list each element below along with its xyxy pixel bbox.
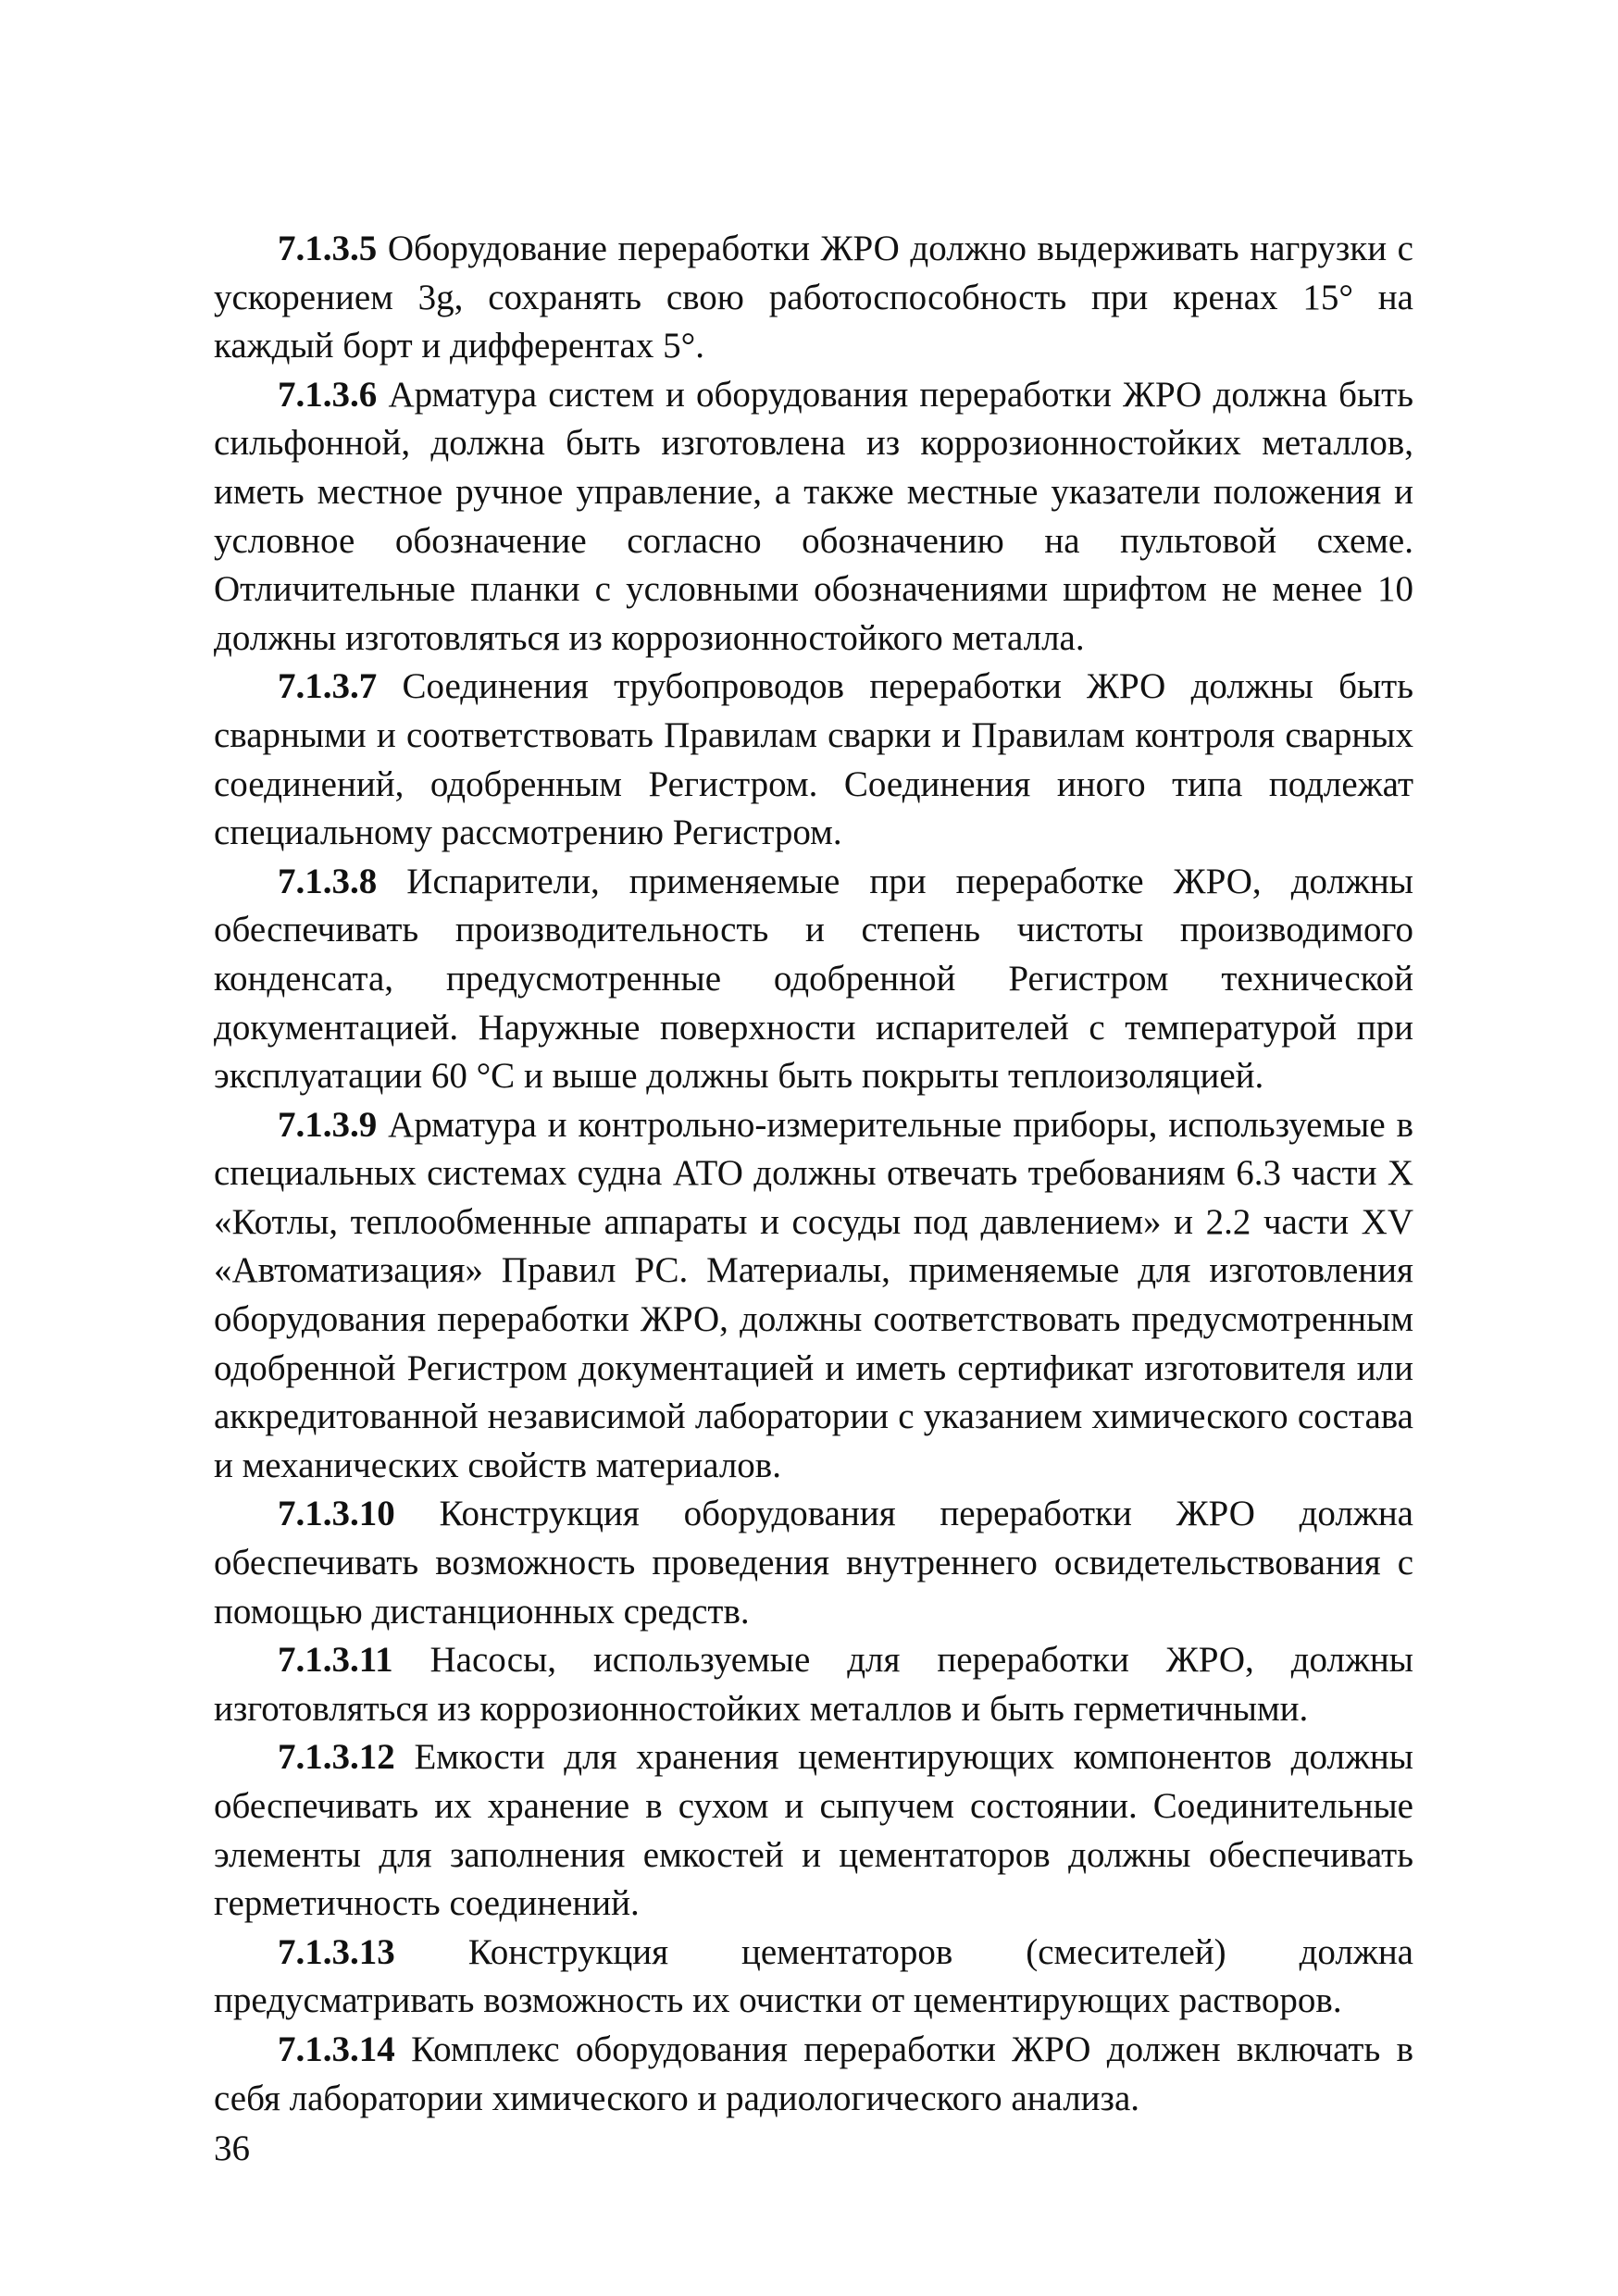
clause-number: 7.1.3.8 — [278, 861, 378, 901]
paragraph-7-1-3-7 — [214, 663, 1413, 857]
clause-text: Комплекс оборудования переработки ЖРО должен включать в себя лаборатории химического и радиологического анализа. — [214, 2029, 1413, 2118]
clause-number: 7.1.3.7 — [278, 666, 378, 707]
paragraph-7-1-3-8 — [214, 858, 1413, 1101]
clause-text: Конструкция оборудования переработки ЖРО должна обеспечивать возможность проведения внутреннего освидетельствования с помощью дистанционных средств. — [214, 1494, 1413, 1632]
clause-number: 7.1.3.13 — [278, 1931, 395, 1972]
clause-number: 7.1.3.11 — [278, 1640, 393, 1681]
paragraph-7-1-3-12 — [214, 1733, 1413, 1928]
paragraph-7-1-3-9 — [214, 1101, 1413, 1491]
paragraph-7-1-3-6 — [214, 371, 1413, 664]
paragraph-7-1-3-10 — [214, 1490, 1413, 1636]
clause-number: 7.1.3.6 — [278, 374, 378, 415]
clause-number: 7.1.3.9 — [278, 1104, 378, 1145]
paragraph-7-1-3-14 — [214, 2026, 1413, 2123]
clause-number: 7.1.3.14 — [278, 2029, 395, 2069]
clause-text: Соединения трубопроводов переработки ЖРО должны быть сварными и соответствовать Правилам сварки и Правилам контроля сварных соединений, одобренным Регистром. Соединения иного типа подлежат специальному рассмотрению Регистром. — [214, 666, 1413, 853]
paragraph-7-1-3-11 — [214, 1636, 1413, 1733]
clause-text: Арматура систем и оборудования переработки ЖРО должна быть сильфонной, должна быть изготовлена из коррозионностойких металлов, иметь местное ручное управление, а также местные указатели положения и условное обозначение согласно обозначению на пультовой схеме. Отличительные планки с условными обозначениями шрифтом не менее 10 должны изготовляться из коррозионностойкого металла. — [214, 374, 1413, 658]
clause-text: Емкости для хранения цементирующих компонентов должны обеспечивать их хранение в сухом и сыпучем состоянии. Соединительные элементы для заполнения емкостей и цементаторов должны обеспечивать герметичность соединений. — [214, 1737, 1413, 1924]
body-text-block — [214, 225, 1413, 2123]
clause-text: Арматура и контрольно-измерительные приборы, используемые в специальных системах судна АТО должны отвечать требованиям 6.3 части X «Котлы, теплообменные аппараты и сосуды под давлением» и 2.2 части XV «Автоматизация» Правил РС. Материалы, применяемые для изготовления оборудования переработки ЖРО, должны соответствовать предусмотренным одобренной Регистром документацией и иметь сертификат изготовителя или аккредитованной независимой лаборатории с указанием химического состава и механических свойств материалов. — [214, 1104, 1413, 1485]
clause-text: Испарители, применяемые при переработке ЖРО, должны обеспечивать производительность и степень чистоты производимого конденсата, предусмотренные одобренной Регистром технической документацией. Наружные поверхности испарителей с температурой при эксплуатации 60 °С и выше должны быть покрыты теплоизоляцией. — [214, 861, 1414, 1097]
page-number: 36 — [214, 2128, 250, 2168]
clause-text: Конструкция цементаторов (смесителей) должна предусматривать возможность их очистки от цементирующих растворов. — [214, 1931, 1413, 2021]
clause-number: 7.1.3.5 — [278, 229, 378, 268]
clause-number: 7.1.3.12 — [278, 1737, 395, 1778]
clause-text: Оборудование переработки ЖРО должно выдерживать нагрузки с ускорением 3g, сохранять свою работоспособность при кренах 15° на каждый борт и дифферентах 5°. — [214, 229, 1413, 366]
paragraph-7-1-3-5 — [214, 225, 1413, 371]
clause-number: 7.1.3.10 — [278, 1494, 395, 1534]
clause-text: Насосы, используемые для переработки ЖРО, должны изготовляться из коррозионностойких металлов и быть герметичными. — [214, 1640, 1413, 1729]
paragraph-7-1-3-13 — [214, 1929, 1413, 2026]
